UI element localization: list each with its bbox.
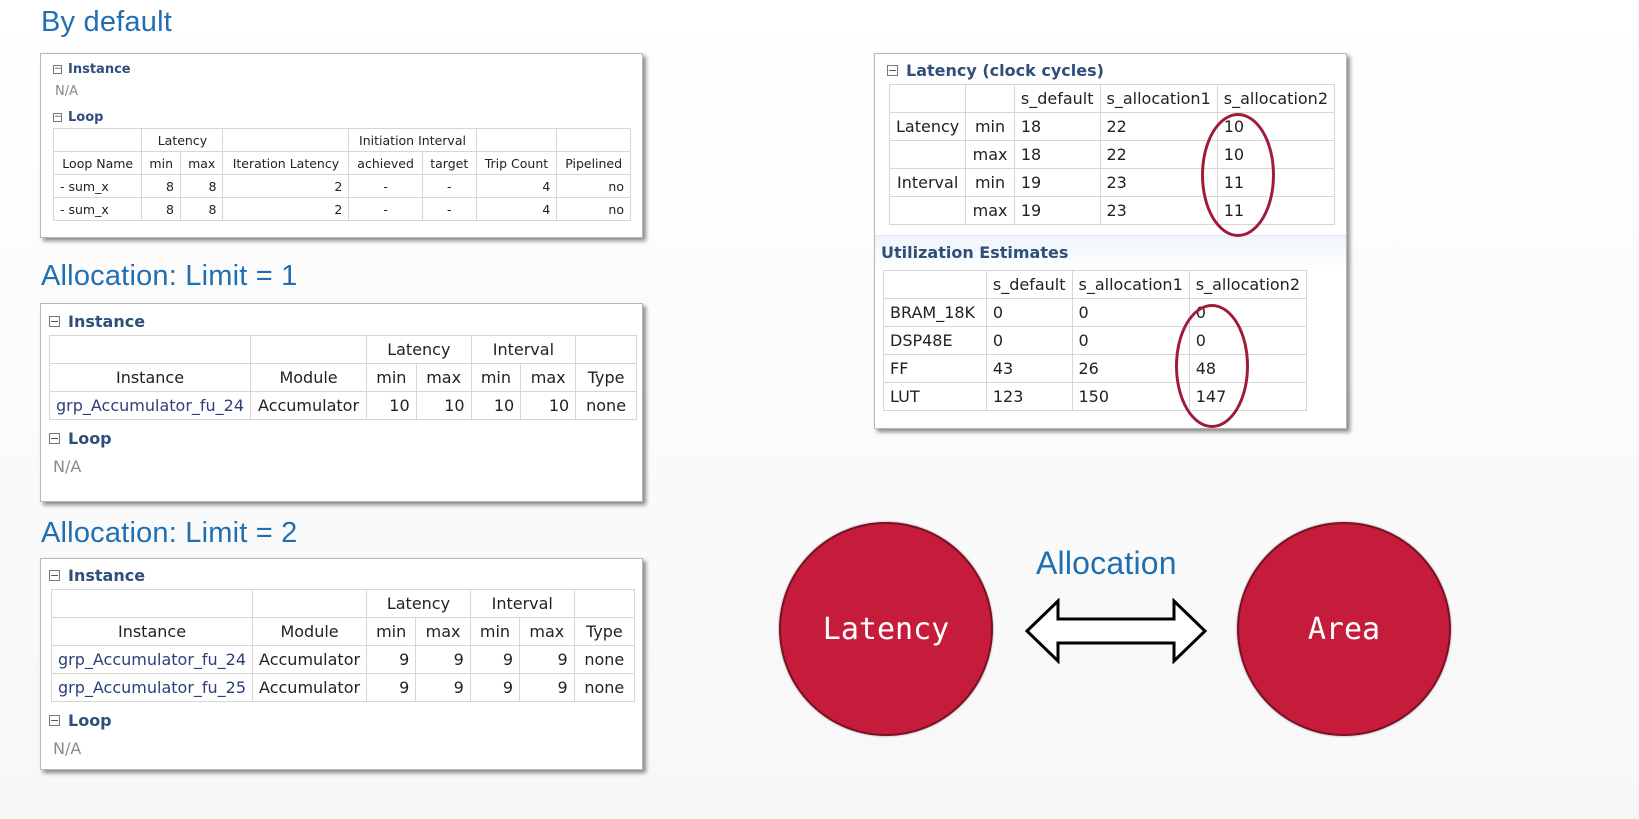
table-header [253, 590, 367, 618]
table-header: min [142, 152, 181, 175]
instance-section-title: Instance [68, 565, 146, 585]
table-cell: 23 [1100, 197, 1217, 225]
instance-section-header[interactable] [41, 307, 642, 335]
table-cell: 0 [986, 327, 1072, 355]
table-row [890, 113, 1335, 141]
table-cell: - sum_x [54, 198, 142, 221]
instance-section-title: Instance [68, 311, 146, 331]
table-header: Interval [471, 336, 576, 364]
table-header: Instance [52, 618, 253, 646]
latency-section-title: Latency (clock cycles) [906, 60, 1104, 80]
row-label [890, 197, 966, 225]
table-cell: 22 [1100, 113, 1217, 141]
table-cell: 10 [521, 392, 576, 420]
row-label: min [966, 169, 1015, 197]
table-cell: 10 [1217, 113, 1334, 141]
table-header: Latency [367, 590, 471, 618]
table-row [884, 299, 1307, 327]
comparison-report-panel [874, 53, 1347, 429]
table-cell: 8 [142, 198, 181, 221]
table-cell: 11 [1217, 169, 1334, 197]
table-cell: none [574, 646, 634, 674]
instance-section-title: Instance [68, 61, 131, 77]
table-cell: 19 [1014, 197, 1100, 225]
table-cell: 150 [1072, 383, 1189, 411]
table-cell: Accumulator [253, 674, 367, 702]
table-cell: 123 [986, 383, 1072, 411]
table-cell: 18 [1014, 141, 1100, 169]
limit1-report-panel [40, 303, 643, 502]
table-cell: - sum_x [54, 175, 142, 198]
table-cell: 23 [1100, 169, 1217, 197]
table-cell: 0 [986, 299, 1072, 327]
table-header: s_allocation1 [1100, 85, 1217, 113]
table-cell: - [349, 198, 422, 221]
table-header: max [521, 364, 576, 392]
table-header [884, 271, 987, 299]
table-header: s_allocation1 [1072, 271, 1189, 299]
collapse-icon[interactable]: − [888, 63, 898, 77]
table-cell: 9 [367, 646, 416, 674]
table-row [54, 198, 631, 221]
latency-circle [779, 522, 993, 736]
table-cell: 10 [1217, 141, 1334, 169]
table-header [223, 129, 349, 152]
table-cell: 0 [1189, 299, 1306, 327]
loop-table [53, 128, 631, 221]
row-label: Latency [890, 113, 966, 141]
latency-section-header[interactable] [875, 56, 1346, 84]
utilization-section-header: Utilization Estimates [875, 235, 1346, 270]
table-header: min [470, 618, 519, 646]
table-cell: Accumulator [251, 392, 367, 420]
table-cell: 2 [223, 175, 349, 198]
table-cell: none [576, 392, 637, 420]
table-header [890, 85, 966, 113]
loop-section-title: Loop [68, 428, 112, 448]
table-cell: 9 [520, 674, 575, 702]
area-circle [1237, 522, 1451, 736]
table-row [54, 175, 631, 198]
table-cell: 10 [416, 392, 471, 420]
table-cell: 4 [476, 175, 557, 198]
row-label: max [966, 141, 1015, 169]
table-header [576, 336, 637, 364]
table-cell: 19 [1014, 169, 1100, 197]
table-cell: no [557, 198, 631, 221]
table-header: Loop Name [54, 152, 142, 175]
table-cell: - [349, 175, 422, 198]
table-header: s_allocation2 [1189, 271, 1306, 299]
collapse-icon[interactable]: − [50, 431, 60, 445]
table-cell: 9 [416, 674, 471, 702]
row-label: BRAM_18K [884, 299, 987, 327]
table-cell: 9 [470, 674, 519, 702]
instance-table [49, 335, 637, 420]
table-header: s_default [1014, 85, 1100, 113]
table-row [50, 392, 637, 420]
table-cell: 22 [1100, 141, 1217, 169]
default-report-panel [40, 53, 643, 238]
table-header: max [416, 364, 471, 392]
table-cell: 9 [416, 646, 471, 674]
table-header: Module [251, 364, 367, 392]
allocation2-latency-highlight [1201, 113, 1275, 237]
table-header [54, 129, 142, 152]
table-header: min [471, 364, 521, 392]
table-cell: 48 [1189, 355, 1306, 383]
table-header [574, 590, 634, 618]
table-cell: 18 [1014, 113, 1100, 141]
table-header: Initiation Interval [349, 129, 476, 152]
table-header: Trip Count [476, 152, 557, 175]
table-header: Pipelined [557, 152, 631, 175]
loop-section-header[interactable] [41, 424, 642, 452]
table-cell: 43 [986, 355, 1072, 383]
instance-link[interactable]: grp_Accumulator_fu_24 [52, 646, 253, 674]
loop-section-header[interactable] [41, 106, 642, 128]
row-label: Interval [890, 169, 966, 197]
heading-by-default: By default [41, 6, 172, 38]
table-header [251, 336, 367, 364]
table-header: min [367, 618, 416, 646]
table-header: s_allocation2 [1217, 85, 1334, 113]
limit2-report-panel [40, 558, 643, 770]
table-cell: - [422, 175, 476, 198]
table-header: Latency [142, 129, 223, 152]
table-header: Type [574, 618, 634, 646]
collapse-icon[interactable]: − [50, 568, 60, 582]
collapse-icon[interactable]: − [50, 314, 60, 328]
instance-link[interactable]: grp_Accumulator_fu_24 [50, 392, 251, 420]
table-header: Instance [50, 364, 251, 392]
loop-na: N/A [53, 457, 82, 476]
instance-link[interactable]: grp_Accumulator_fu_25 [52, 674, 253, 702]
table-header [966, 85, 1015, 113]
table-cell: none [574, 674, 634, 702]
row-label: FF [884, 355, 987, 383]
table-header [52, 590, 253, 618]
row-label: min [966, 113, 1015, 141]
row-label: LUT [884, 383, 987, 411]
instance-section-header[interactable] [41, 561, 642, 589]
table-cell: 8 [181, 175, 223, 198]
table-header: min [367, 364, 417, 392]
allocation-label: Allocation [1036, 545, 1177, 581]
table-header: s_default [986, 271, 1072, 299]
row-label [890, 141, 966, 169]
area-circle-label: Area [1307, 611, 1381, 647]
table-header: max [416, 618, 471, 646]
collapse-icon[interactable]: − [54, 63, 62, 74]
table-cell: 8 [142, 175, 181, 198]
loop-section-title: Loop [68, 710, 112, 730]
latency-circle-label: Latency [822, 611, 950, 647]
table-header: target [422, 152, 476, 175]
table-row [52, 646, 635, 674]
table-header: max [520, 618, 575, 646]
instance-section-header[interactable] [41, 58, 642, 80]
allocation2-utilization-highlight [1175, 304, 1249, 428]
table-header [557, 129, 631, 152]
table-cell: 26 [1072, 355, 1189, 383]
table-header: Iteration Latency [223, 152, 349, 175]
table-cell: 9 [470, 646, 519, 674]
table-cell: 0 [1189, 327, 1306, 355]
table-header [50, 336, 251, 364]
table-cell: 0 [1072, 327, 1189, 355]
loop-section-title: Loop [68, 109, 104, 125]
table-cell: 9 [520, 646, 575, 674]
table-cell: 4 [476, 198, 557, 221]
table-row [52, 674, 635, 702]
table-header: Interval [470, 590, 574, 618]
table-cell: 0 [1072, 299, 1189, 327]
table-cell: 9 [367, 674, 416, 702]
heading-limit-1: Allocation: Limit = 1 [41, 260, 298, 292]
table-header: Module [253, 618, 367, 646]
collapse-icon[interactable]: − [50, 713, 60, 727]
table-header: max [181, 152, 223, 175]
row-label: max [966, 197, 1015, 225]
collapse-icon[interactable]: − [54, 111, 62, 122]
loop-section-header[interactable] [41, 706, 642, 734]
table-header [476, 129, 557, 152]
table-cell: 147 [1189, 383, 1306, 411]
row-label: DSP48E [884, 327, 987, 355]
table-cell: 10 [471, 392, 521, 420]
table-cell: 10 [367, 392, 417, 420]
table-cell: - [422, 198, 476, 221]
double-arrow-icon [1024, 598, 1208, 664]
table-header: Type [576, 364, 637, 392]
table-cell: Accumulator [253, 646, 367, 674]
instance-na: N/A [55, 84, 78, 99]
instance-table [51, 589, 635, 702]
table-cell: 2 [223, 198, 349, 221]
table-cell: 11 [1217, 197, 1334, 225]
table-cell: 8 [181, 198, 223, 221]
heading-limit-2: Allocation: Limit = 2 [41, 517, 298, 549]
table-header: achieved [349, 152, 422, 175]
loop-na: N/A [53, 739, 82, 758]
table-header: Latency [367, 336, 472, 364]
table-cell: no [557, 175, 631, 198]
